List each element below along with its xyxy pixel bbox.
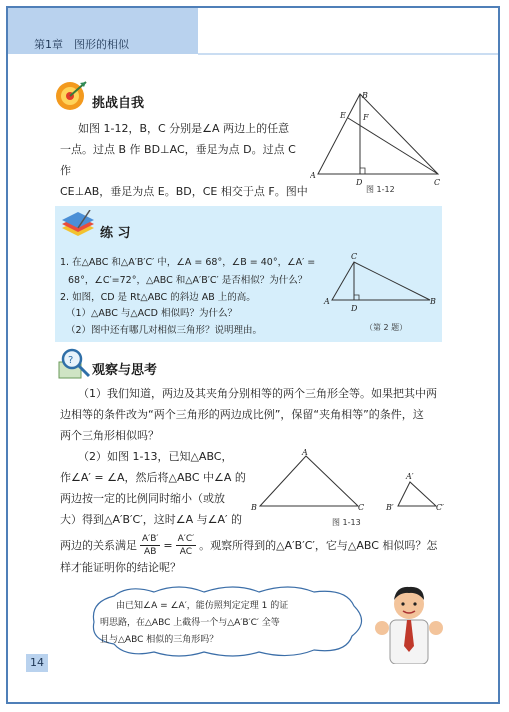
observe-formula-line: 两边的关系满足 $\frac{A'B'}{AB}$ = $\frac{A'C'}{AC}$ 。观察所得到的△A′B′C′，它与△ABC 相似吗？怎 [60, 534, 438, 557]
fig-label-B: B [251, 503, 257, 512]
fraction-ab [140, 533, 160, 558]
figure-caption: 图 1-13 [332, 518, 361, 527]
fig-label-C-prime: C′ [436, 503, 444, 512]
bubble-line: 由已知∠A = ∠A′，能仿照判定定理 1 的证 [116, 601, 289, 611]
observe-text: 。观察所得到的△A′B′C′，它与△ABC 相似吗？怎 [199, 539, 438, 552]
fig-label-A-prime: A′ [406, 472, 414, 481]
figure-caption: 图 1-12 [366, 185, 395, 194]
fig-label-A: A [324, 297, 330, 306]
observe-title: 观察与思考 [92, 363, 158, 378]
observe-line: 作∠A′ = ∠A，然后将△ABC 中∠A 的 [60, 471, 246, 484]
fraction-denominator: AB [144, 547, 157, 557]
challenge-text [78, 118, 318, 139]
bubble-line: 且与△ABC 相似的三角形吗？ [100, 635, 219, 645]
observe-line: 大）得到△A′B′C′，这时∠A 与∠A′ 的 [60, 513, 242, 526]
observe-line: （1）我们知道，两边及其夹角分别相等的两个三角形全等。如果把其中两 [78, 387, 437, 400]
chapter-title: 第1章 图形的相似 [34, 38, 129, 51]
figure-1-12 [310, 86, 450, 186]
target-icon [52, 78, 88, 114]
observe-line: 样才能证明你的结论呢？ [60, 561, 181, 574]
magnifier-icon [56, 346, 92, 380]
fraction-denominator: AC [179, 547, 193, 557]
exercise-line: （2）图中还有哪几对相似三角形？说明理由。 [66, 325, 263, 336]
svg-text:?: ? [68, 355, 74, 366]
bubble-line: 明思路，在△ABC 上截得一个与△A′B′C′ 全等 [100, 618, 280, 628]
fig-label-B: B [430, 297, 436, 306]
challenge-line: 一点。过点 B 作 BD⊥AC，垂足为点 D。过点 C 作 [60, 143, 296, 177]
observe-line: （2）如图 1-13，已知△ABC， [78, 450, 233, 463]
fig-label-D: D [351, 304, 358, 313]
exercise-line: 1. 在△ABC 和△A′B′C′ 中，∠A = 68°，∠B = 40°，∠A′ = [60, 257, 316, 268]
challenge-title: 挑战自我 [92, 96, 145, 111]
exercise-line: （1）△ABC 与△ACD 相似吗？为什么？ [66, 308, 237, 319]
fraction-numerator: A′C′ [177, 534, 195, 544]
observe-line: 两个三角形相似吗？ [60, 429, 159, 442]
fig-label-C: C [358, 503, 365, 512]
observe-text: 两边的关系满足 [60, 539, 137, 552]
exercise-caption: （第 2 题） [365, 323, 408, 332]
fig-label-F: F [363, 113, 369, 122]
challenge-line: CE⊥AB，垂足为点 E。BD，CE 相交于点 F。图中 [60, 185, 308, 198]
fig-label-C: C [351, 252, 358, 261]
header-rule [198, 53, 498, 55]
chapter-header [8, 8, 198, 54]
page-number: 14 [26, 654, 48, 672]
fig-label-E: E [340, 111, 346, 120]
figure-1-13 [246, 448, 446, 520]
exercise-line: 68°，∠C′=72°，△ABC 和△A′B′C′ 是否相似？为什么？ [68, 275, 308, 286]
exercise-line: 2. 如图，CD 是 Rt△ABC 的斜边 AB 上的高。 [60, 292, 256, 303]
challenge-line: 如图 1-12，B，C 分别是∠A 两边上的任意 [78, 122, 290, 135]
boy-illustration [374, 584, 444, 664]
fig-label-A: A [310, 171, 316, 180]
observe-line: 两边按一定的比例同时缩小（或放 [60, 492, 225, 505]
observe-line: 边相等的条件改为“两个三角形的两边成比例”，保留“夹角相等”的条件，这 [60, 408, 424, 421]
figure-exercise-2 [320, 250, 440, 320]
book-icon [60, 210, 96, 240]
fraction-ac [176, 533, 197, 558]
exercise-title: 练 习 [100, 226, 131, 241]
fig-label-B: B [362, 91, 368, 100]
fig-label-B-prime: B′ [386, 503, 394, 512]
fraction-numerator: A′B′ [142, 534, 159, 544]
fig-label-C: C [434, 178, 441, 186]
fig-label-A: A [302, 448, 308, 457]
fig-label-D: D [356, 178, 363, 186]
